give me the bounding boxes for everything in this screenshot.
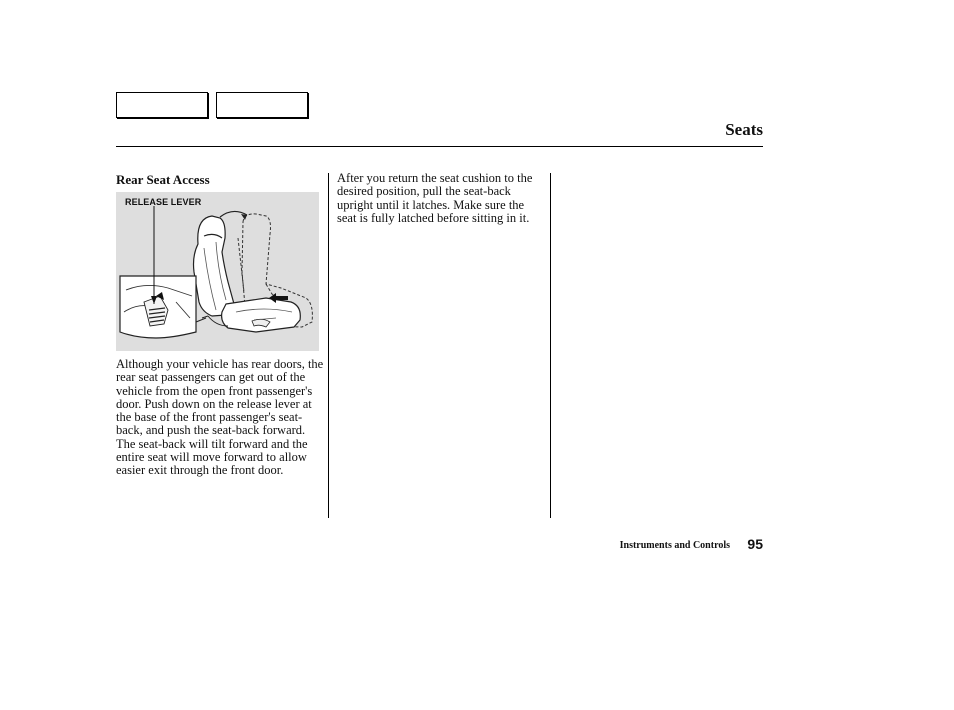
nav-button-table-of-contents[interactable] [216,92,308,118]
paragraph-seat-return: After you return the seat cushion to the desired position, pull the seat-back upright until it latches. Make sure the seat is fully latched before sitting in it. [337,171,533,225]
page-number: 95 [747,536,763,552]
header-rule [116,146,763,147]
nav-button-main-menu[interactable] [116,92,208,118]
subheading-rear-seat-access: Rear Seat Access [116,172,210,187]
seat-drawing [116,192,319,351]
column-divider [550,173,551,518]
footer-section-name: Instruments and Controls [619,540,730,551]
page-title: Seats [725,120,763,139]
paragraph-rear-seat-access: Although your vehicle has rear doors, the rear seat passengers can get out of the vehicle from the open front passenger's door. Push down on the release lever at the base of the front passenger's seat-back, and push the seat-back forward. The seat-back will tilt forward and the entire seat will move forward to allow easier exit through the front door. [116,357,324,478]
figure-label-release-lever: RELEASE LEVER [125,197,202,207]
seat-illustration [116,192,319,351]
column-divider [328,173,329,518]
